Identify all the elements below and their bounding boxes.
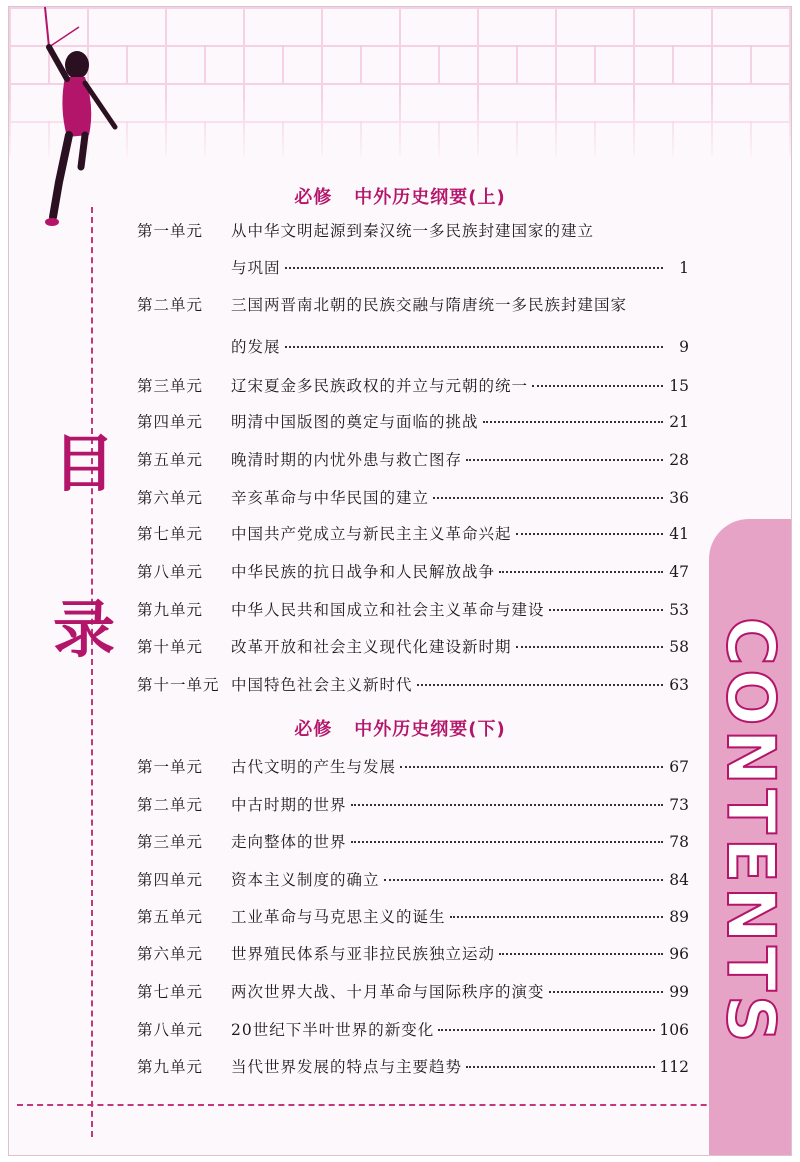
entry-title: 世界殖民体系与亚非拉民族独立运动	[231, 945, 496, 963]
section-prefix: 必修	[294, 719, 333, 740]
dot-leader	[532, 385, 663, 387]
entry-line	[231, 295, 689, 315]
dot-leader	[549, 991, 663, 993]
dot-leader	[285, 346, 663, 348]
page-number: 63	[669, 676, 689, 694]
entry-line	[231, 258, 689, 278]
section-heading	[9, 715, 791, 741]
unit-label: 第五单元	[137, 451, 204, 469]
dot-leader	[351, 841, 663, 843]
page-number: 78	[669, 833, 689, 851]
unit-label: 第八单元	[137, 563, 204, 581]
unit-label: 第二单元	[137, 796, 204, 814]
page-number: 84	[669, 871, 689, 889]
entry-title: 中古时期的世界	[231, 796, 347, 814]
entry-line	[231, 795, 689, 815]
dot-leader	[438, 1029, 655, 1031]
page-number: 1	[679, 259, 689, 277]
section-heading	[9, 183, 791, 209]
entry-title: 中国共产党成立与新民主主义革命兴起	[231, 525, 512, 543]
toc-page	[8, 6, 792, 1156]
entry-title: 与巩固	[231, 259, 281, 277]
entry-title: 的发展	[231, 338, 281, 356]
section-prefix: 必修	[294, 187, 333, 208]
dot-leader	[483, 421, 663, 423]
entry-line	[231, 337, 689, 357]
entry-title: 古代文明的产生与发展	[231, 758, 397, 776]
entry-line	[231, 1020, 689, 1040]
dot-leader	[400, 766, 663, 768]
entry-title: 20世纪下半叶世界的新变化	[231, 1021, 435, 1039]
entry-line	[231, 675, 689, 695]
entry-line	[231, 524, 689, 544]
entry-line	[231, 1057, 689, 1077]
dot-leader	[433, 497, 663, 499]
entry-line	[231, 870, 689, 890]
unit-label: 第三单元	[137, 377, 204, 395]
page-number: 67	[669, 758, 689, 776]
entry-title: 资本主义制度的确立	[231, 871, 380, 889]
contents-label: CONTENTS	[712, 617, 789, 1047]
unit-label: 第二单元	[137, 296, 204, 314]
unit-label: 第七单元	[137, 983, 204, 1001]
unit-label: 第一单元	[137, 222, 204, 240]
entry-line	[231, 376, 689, 396]
entry-title: 从中华文明起源到秦汉统一多民族封建国家的建立	[231, 222, 595, 240]
entry-line	[231, 600, 689, 620]
entry-line	[231, 488, 689, 508]
vertical-dashed-rule	[91, 207, 93, 1137]
page-number: 89	[669, 908, 689, 926]
dot-leader	[285, 267, 663, 269]
page-number: 106	[659, 1021, 689, 1039]
dot-leader	[417, 684, 663, 686]
unit-label: 第十单元	[137, 638, 204, 656]
entry-title: 两次世界大战、十月革命与国际秩序的演变	[231, 983, 545, 1001]
entry-line	[231, 982, 689, 1002]
section-title: 中外历史纲要(下)	[354, 719, 506, 740]
page-number: 58	[669, 638, 689, 656]
unit-label: 第十一单元	[137, 676, 220, 694]
page-number: 73	[669, 796, 689, 814]
unit-label: 第七单元	[137, 525, 204, 543]
unit-label: 第九单元	[137, 601, 204, 619]
entry-title: 中华人民共和国成立和社会主义革命与建设	[231, 601, 545, 619]
entry-title: 辛亥革命与中华民国的建立	[231, 489, 430, 507]
page-number: 15	[669, 377, 689, 395]
unit-label: 第三单元	[137, 833, 204, 851]
entry-line	[231, 562, 689, 582]
page-number: 28	[669, 451, 689, 469]
dot-leader	[549, 609, 663, 611]
dot-leader	[466, 1066, 655, 1068]
entry-line	[231, 412, 689, 432]
entry-title: 明清中国版图的奠定与面临的挑战	[231, 413, 479, 431]
horizontal-dashed-rule	[17, 1104, 777, 1106]
entry-title: 三国两晋南北朝的民族交融与隋唐统一多民族封建国家	[231, 296, 628, 314]
page-number: 9	[679, 338, 689, 356]
unit-label: 第六单元	[137, 489, 204, 507]
page-number: 99	[669, 983, 689, 1001]
dot-leader	[384, 879, 663, 881]
title-char-lu: 录	[53, 593, 116, 666]
entry-title: 工业革命与马克思主义的诞生	[231, 908, 446, 926]
page-number: 53	[669, 601, 689, 619]
entry-title: 改革开放和社会主义现代化建设新时期	[231, 638, 512, 656]
entry-title: 辽宋夏金多民族政权的并立与元朝的统一	[231, 377, 529, 395]
page-number: 112	[659, 1058, 689, 1076]
unit-label: 第五单元	[137, 908, 204, 926]
unit-label: 第九单元	[137, 1058, 204, 1076]
dot-leader	[499, 953, 663, 955]
unit-label: 第六单元	[137, 945, 204, 963]
entry-title: 中华民族的抗日战争和人民解放战争	[231, 563, 496, 581]
unit-label: 第四单元	[137, 871, 204, 889]
entry-line	[231, 221, 689, 241]
entry-title: 走向整体的世界	[231, 833, 347, 851]
page-number: 47	[669, 563, 689, 581]
entry-line	[231, 944, 689, 964]
page-number: 96	[669, 945, 689, 963]
dot-leader	[450, 916, 663, 918]
entry-title: 中国特色社会主义新时代	[231, 676, 413, 694]
entry-line	[231, 832, 689, 852]
dot-leader	[351, 804, 663, 806]
entry-line	[231, 450, 689, 470]
unit-label: 第一单元	[137, 758, 204, 776]
entry-title: 晚清时期的内忧外患与救亡图存	[231, 451, 463, 469]
section-title: 中外历史纲要(上)	[354, 187, 506, 208]
entry-line	[231, 637, 689, 657]
brick-wall-row	[48, 45, 791, 83]
title-char-mu: 目	[53, 427, 116, 500]
entry-line	[231, 907, 689, 927]
dot-leader	[516, 533, 663, 535]
dot-leader	[466, 459, 663, 461]
dot-leader	[516, 646, 663, 648]
entry-title: 当代世界发展的特点与主要趋势	[231, 1058, 463, 1076]
dot-leader	[499, 571, 663, 573]
unit-label: 第八单元	[137, 1021, 204, 1039]
page-number: 41	[669, 525, 689, 543]
page-number: 36	[669, 489, 689, 507]
unit-label: 第四单元	[137, 413, 204, 431]
page-number: 21	[669, 413, 689, 431]
entry-line	[231, 757, 689, 777]
